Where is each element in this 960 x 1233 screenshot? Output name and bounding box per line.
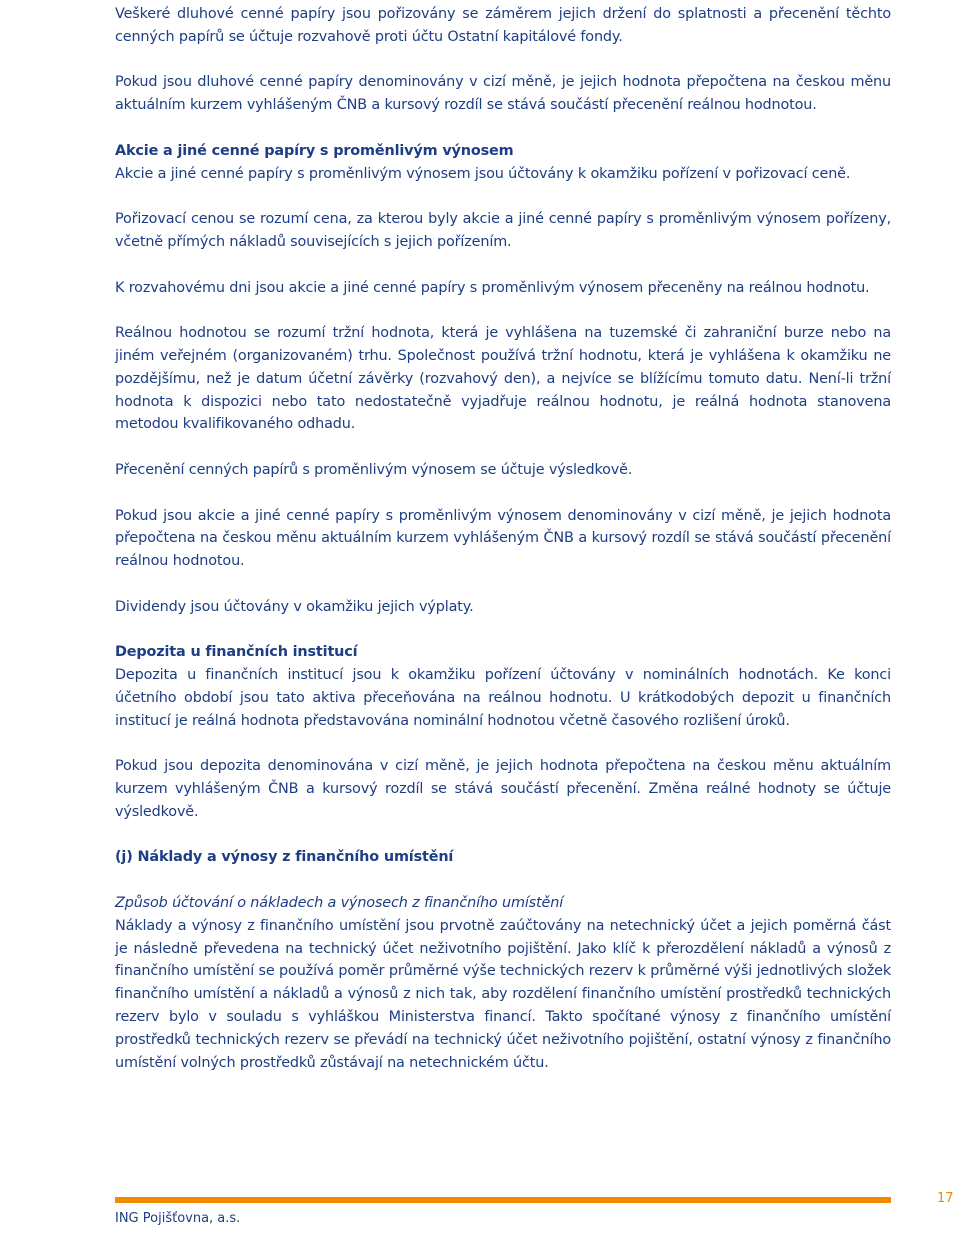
- paragraph-allocation: Náklady a výnosy z finančního umístění jsou prvotně zaúčtovány na netechnický účet a jejich poměrná část je následně převedena na technický účet neživotního pojištění. Jako klíč k přerozdělení nákladů a výnosů z finančního umístění se používá poměr průměrné výše technických rezerv k průměrné výši jednotlivých složek finančního umístění a nákladů a výnosů z nich tak, aby rozdělení finančního umístění prostředků technických rezerv bylo v souladu s vyhláškou Ministerstva financí. Takto spočítané výnosy z finančního umístění prostředků technických rezerv se převádí na technický účet neživotního pojištění, ostatní výnosy z finančního umístění volných prostředků zůstávají na netechnickém účtu.: [115, 917, 891, 1071]
- paragraph-balance-day-revaluation: K rozvahovému dni jsou akcie a jiné cenné papíry s proměnlivým výnosem přeceněny na reálnou hodnotu.: [115, 279, 870, 296]
- paragraph-debt-securities-currency: Pokud jsou dluhové cenné papíry denominovány v cizí měně, je jejich hodnota přepočtena na českou měnu aktuálním kurzem vyhlášeným ČNB a kursový rozdíl se stává součástí přecenění reálnou hodnotou.: [115, 74, 891, 114]
- page-number: 17: [937, 1191, 954, 1206]
- paragraph-shares-acquisition: Akcie a jiné cenné papíry s proměnlivým výnosem jsou účtovány k okamžiku pořízení v pořizovací ceně.: [115, 165, 851, 182]
- subheading-accounting-method: Způsob účtování o nákladech a výnosech z finančního umístění: [115, 895, 564, 912]
- document-body: [115, 3, 891, 1074]
- heading-shares: Akcie a jiné cenné papíry s proměnlivým výnosem: [115, 142, 514, 159]
- paragraph-debt-securities-revaluation: Veškeré dluhové cenné papíry jsou pořizovány se záměrem jejich držení do splatnosti a přecenění těchto cenných papírů se účtuje rozvahově proti účtu Ostatní kapitálové fondy.: [115, 6, 891, 45]
- paragraph-deposits-nominal: Depozita u finančních institucí jsou k okamžiku pořízení účtovány v nominálních hodnotách. Ke konci účetního období jsou tato aktiva přeceňována na reálnou hodnotu. U krátkodobých depozit u finančních institucí je reálná hodnota představována nominální hodnotou včetně časového rozlišení úroků.: [115, 667, 891, 729]
- paragraph-fair-value-definition: Reálnou hodnotou se rozumí tržní hodnota, která je vyhlášena na tuzemské či zahraniční burze nebo na jiném veřejném (organizovaném) trhu. Společnost používá tržní hodnotu, která je vyhlášena k okamžiku ne pozdějšímu, než je datum účetní závěrky (rozvahový den), a nejvíce se blížícímu tomuto datu. Není-li tržní hodnota k dispozici nebo tato nedostatečně vyjadřuje reálnou hodnotu, je reálná hodnota stanovena metodou kvalifikovaného odhadu.: [115, 325, 891, 433]
- heading-deposits: Depozita u finančních institucí: [115, 644, 358, 661]
- paragraph-acquisition-cost: Pořizovací cenou se rozumí cena, za kterou byly akcie a jiné cenné papíry s proměnlivým výnosem pořízeny, včetně přímých nákladů souvisejících s jejich pořízením.: [115, 211, 891, 250]
- footer-divider: [115, 1197, 891, 1203]
- paragraph-revaluation-result: Přecenění cenných papírů s proměnlivým výnosem se účtuje výsledkově.: [115, 461, 633, 478]
- paragraph-deposits-currency: Pokud jsou depozita denominována v cizí měně, je jejich hodnota přepočtena na českou měnu aktuálním kurzem vyhlášeným ČNB a kursový rozdíl se stává součástí přecenění. Změna reálné hodnoty se účtuje výsledkově.: [115, 758, 891, 820]
- paragraph-dividends: Dividendy jsou účtovány v okamžiku jejich výplaty.: [115, 598, 474, 615]
- company-name: ING Pojišťovna, a.s.: [115, 1211, 241, 1226]
- heading-investment-costs-revenues: (j) Náklady a výnosy z finančního umístění: [115, 849, 454, 866]
- paragraph-shares-currency: Pokud jsou akcie a jiné cenné papíry s proměnlivým výnosem denominovány v cizí měně, je jejich hodnota přepočtena na českou měnu aktuálním kurzem vyhlášeným ČNB a kursový rozdíl se stává součástí přecenění reálnou hodnotou.: [115, 507, 891, 570]
